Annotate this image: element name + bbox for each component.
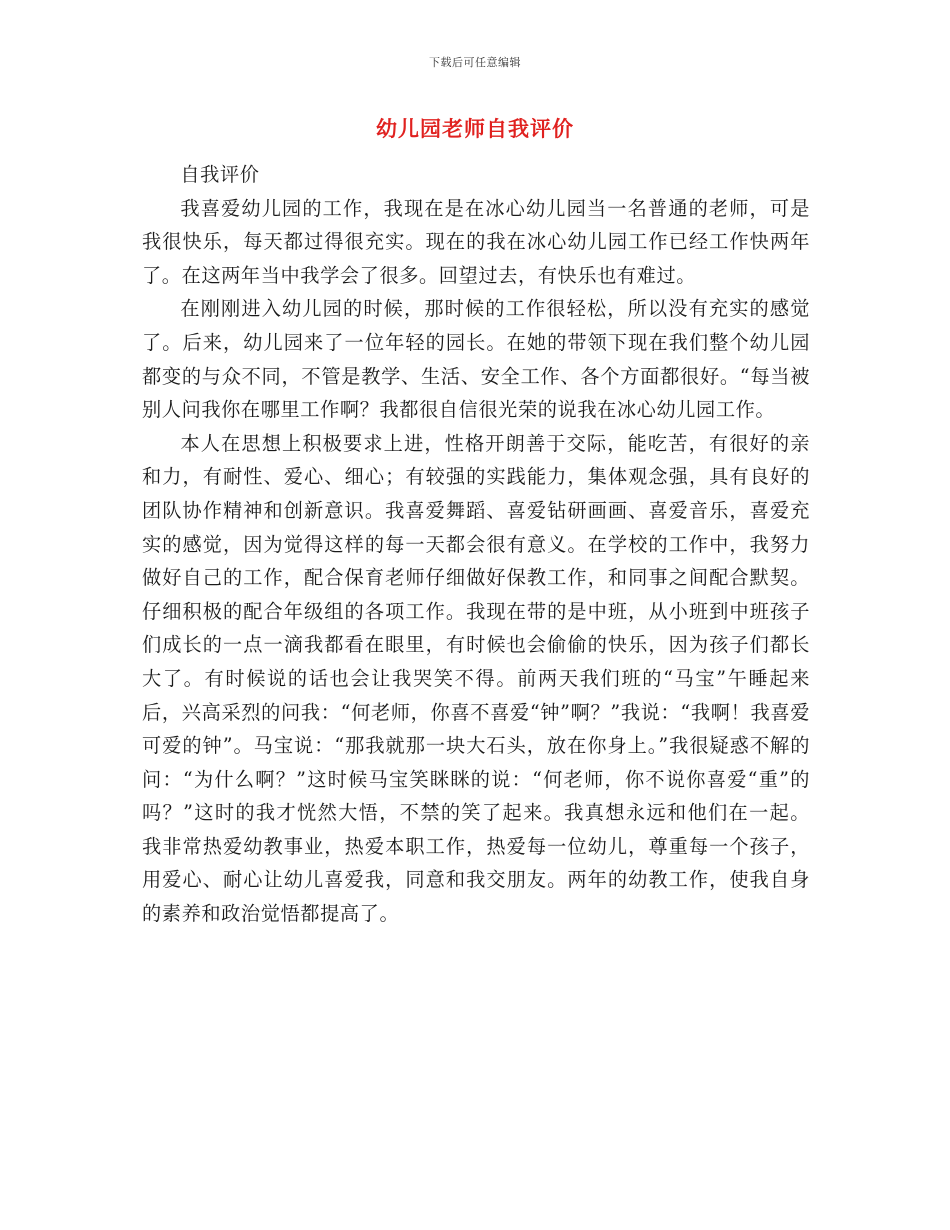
paragraph: 我喜爱幼儿园的工作，我现在是在冰心幼儿园当一名普通的老师，可是我很快乐，每天都过得很充实。现在的我在冰心幼儿园工作已经工作快两年了。在这两年当中我学会了很多。回望过去，有快乐也有难过。 bbox=[142, 196, 810, 287]
paragraph: 本人在思想上积极要求上进，性格开朗善于交际，能吃苦，有很好的亲和力，有耐性、爱心、细心；有较强的实践能力，集体观念强，具有良好的团队协作精神和创新意识。我喜爱舞蹈、喜爱钻研画画、喜爱音乐，喜爱充实的感觉，因为觉得这样的每一天都会很有意义。在学校的工作中，我努力做好自己的工作，配合保育老师仔细做好保教工作，和同事之间配合默契。仔细积极的配合年级组的各项工作。我现在带的是中班，从小班到中班孩子们成长的一点一滴我都看在眼里，有时候也会偷偷的快乐，因为孩子们都长大了。有时候说的话也会让我哭笑不得。前两天我们班的“马宝”午睡起来后，兴高采烈的问我：“何老师，你喜不喜爱“钟”啊？”我说：“我啊！我喜爱可爱的钟”。马宝说：“那我就那一块大石头，放在你身上。”我很疑惑不解的问：“为什么啊？”这时候马宝笑眯眯的说：“何老师，你不说你喜爱“重”的吗？”这时的我才恍然大悟，不禁的笑了起来。我真想永远和他们在一起。 我非常热爱幼教事业，热爱本职工作，热爱每一位幼儿，尊重每一个孩子，用爱心、耐心让幼儿喜爱我，同意和我交朋友。两年的幼教工作，使我自身的素养和政治觉悟都提高了。 bbox=[142, 431, 810, 926]
paragraph-heading: 自我评价 bbox=[180, 163, 260, 186]
paragraph: 在刚刚进入幼儿园的时候，那时候的工作很轻松，所以没有充实的感觉了。后来，幼儿园来了一位年轻的园长。在她的带领下现在我们整个幼儿园都变的与众不同，不管是教学、生活、安全工作、各个方面都很好。“每当被别人问我你在哪里工作啊？我都很自信很光荣的说我在冰心幼儿园工作。 bbox=[142, 297, 810, 422]
document-body bbox=[142, 158, 810, 931]
header-note: 下载后可任意编辑 bbox=[429, 56, 521, 69]
document-title: 幼儿园老师自我评价 bbox=[376, 116, 574, 141]
